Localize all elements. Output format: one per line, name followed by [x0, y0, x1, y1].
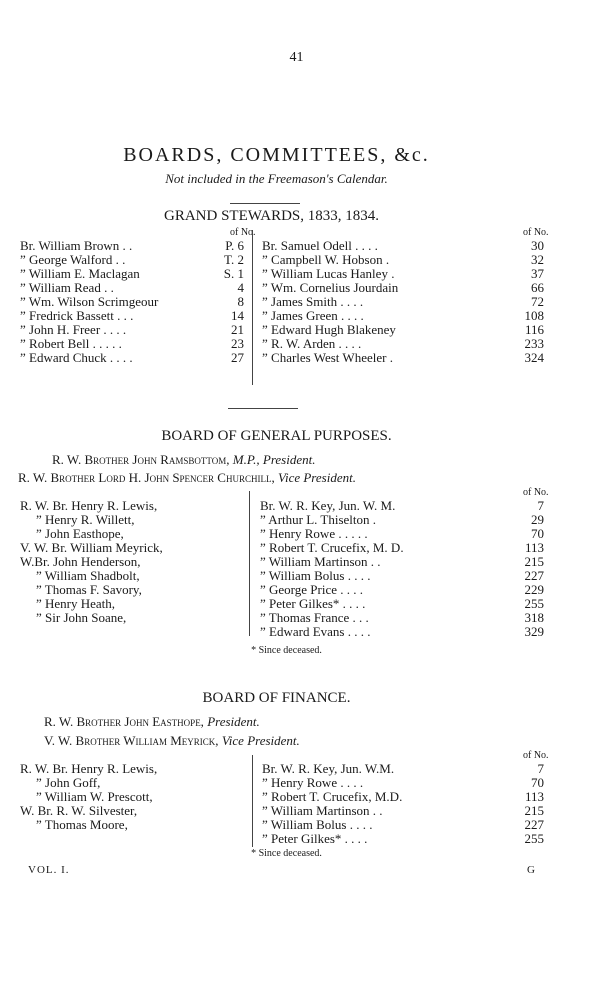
list-item: W.Br. John Henderson,	[20, 554, 141, 569]
general-purposes-left-column	[20, 499, 244, 625]
grand-stewards-no-header-right: of No.	[523, 227, 549, 238]
list-item: ” John Goff,	[36, 775, 101, 790]
footer-signature-mark: G	[527, 864, 535, 876]
list-item: ” William W. Prescott,	[36, 789, 153, 804]
list-item: ” Sir John Soane,	[36, 610, 127, 625]
list-item: ” Henry Rowe . . . . 70	[262, 775, 544, 790]
list-item: ” William Shadbolt,	[36, 568, 140, 583]
section-divider	[230, 203, 300, 204]
list-item: ” George Walford . . T. 2	[20, 252, 244, 267]
list-item: Br. W. R. Key, Jun. W.M. 7	[262, 761, 544, 776]
general-purposes-vice-president: R. W. Brother Lord H. John Spencer Churchill, Vice President.	[18, 470, 356, 485]
list-item: ” William Martinson . . 215	[260, 554, 544, 569]
column-divider	[249, 491, 250, 636]
list-item: ” Robert T. Crucefix, M. D. 113	[260, 540, 544, 555]
list-item: ” Charles West Wheeler . 324	[262, 350, 544, 365]
general-purposes-right-column	[260, 499, 544, 639]
finance-president: R. W. Brother John Easthope, President.	[44, 714, 260, 729]
finance-heading: BOARD OF FINANCE.	[202, 690, 351, 706]
list-item: ” Thomas France . . . 318	[260, 610, 544, 625]
general-purposes-footnote: * Since deceased.	[251, 645, 322, 656]
list-item: W. Br. R. W. Silvester,	[20, 803, 138, 818]
list-item: ” Henry R. Willett,	[36, 512, 135, 527]
column-divider	[252, 230, 253, 385]
list-item: ” Henry Heath,	[36, 596, 116, 611]
general-purposes-heading: BOARD OF GENERAL PURPOSES.	[161, 428, 392, 444]
grand-stewards-right-column	[262, 239, 544, 365]
list-item: ” William Bolus . . . . 227	[262, 817, 544, 832]
list-item: ” Thomas F. Savory,	[36, 582, 142, 597]
list-item: ” Robert T. Crucefix, M.D. 113	[262, 789, 544, 804]
list-item: ” James Green . . . . 108	[262, 308, 544, 323]
list-item: ” Wm. Wilson Scrimgeour 8	[20, 294, 244, 309]
footer-volume: VOL. I.	[28, 864, 70, 876]
list-item: ” Edward Chuck . . . . 27	[20, 350, 244, 365]
finance-no-header: of No.	[523, 750, 549, 761]
list-item: Br. William Brown . . P. 6	[20, 238, 244, 253]
finance-footnote: * Since deceased.	[251, 848, 322, 859]
list-item: R. W. Br. Henry R. Lewis,	[20, 498, 158, 513]
list-item: ” Edward Evans . . . . 329	[260, 624, 544, 639]
list-item: ” John Easthope,	[36, 526, 124, 541]
list-item: ” Arthur L. Thiselton . 29	[260, 512, 544, 527]
list-item: Br. W. R. Key, Jun. W. M. 7	[260, 498, 544, 513]
page-title: BOARDS, COMMITTEES, &c.	[123, 144, 430, 166]
finance-right-column	[262, 762, 544, 846]
general-purposes-no-header: of No.	[523, 487, 549, 498]
list-item: ” R. W. Arden . . . . 233	[262, 336, 544, 351]
list-item: ” Robert Bell . . . . . 23	[20, 336, 244, 351]
grand-stewards-left-column	[20, 239, 244, 365]
list-item: ” Peter Gilkes* . . . . 255	[262, 831, 544, 846]
list-item: R. W. Br. Henry R. Lewis,	[20, 761, 158, 776]
list-item: ” John H. Freer . . . . 21	[20, 322, 244, 337]
column-divider	[252, 755, 253, 847]
list-item: ” Thomas Moore,	[36, 817, 128, 832]
list-item: ” William Lucas Hanley . 37	[262, 266, 544, 281]
list-item: V. W. Br. William Meyrick,	[20, 540, 163, 555]
section-divider	[228, 408, 298, 409]
grand-stewards-heading: GRAND STEWARDS, 1833, 1834.	[163, 208, 379, 224]
list-item: ” William Bolus . . . . 227	[260, 568, 544, 583]
list-item: ” William Martinson . . 215	[262, 803, 544, 818]
list-item: ” Edward Hugh Blakeney 116	[262, 322, 544, 337]
general-purposes-president: R. W. Brother John Ramsbottom, M.P., President.	[52, 452, 316, 467]
list-item: ” Henry Rowe . . . . . 70	[260, 526, 544, 541]
grand-stewards-no-header-left: of No.	[230, 227, 256, 238]
list-item: ” Campbell W. Hobson . 32	[262, 252, 544, 267]
finance-left-column	[20, 762, 244, 832]
list-item: ” Wm. Cornelius Jourdain 66	[262, 280, 544, 295]
page-number: 41	[289, 50, 304, 65]
list-item: ” William Read . . 4	[20, 280, 244, 295]
list-item: ” William E. Maclagan S. 1	[20, 266, 244, 281]
list-item: ” James Smith . . . . 72	[262, 294, 544, 309]
finance-vice-president: V. W. Brother William Meyrick, Vice President.	[44, 733, 300, 748]
list-item: ” Peter Gilkes* . . . . 255	[260, 596, 544, 611]
page-subtitle: Not included in the Freemason's Calendar.	[165, 171, 388, 186]
list-item: ” Fredrick Bassett . . . 14	[20, 308, 244, 323]
list-item: ” George Price . . . . 229	[260, 582, 544, 597]
list-item: Br. Samuel Odell . . . . 30	[262, 238, 544, 253]
